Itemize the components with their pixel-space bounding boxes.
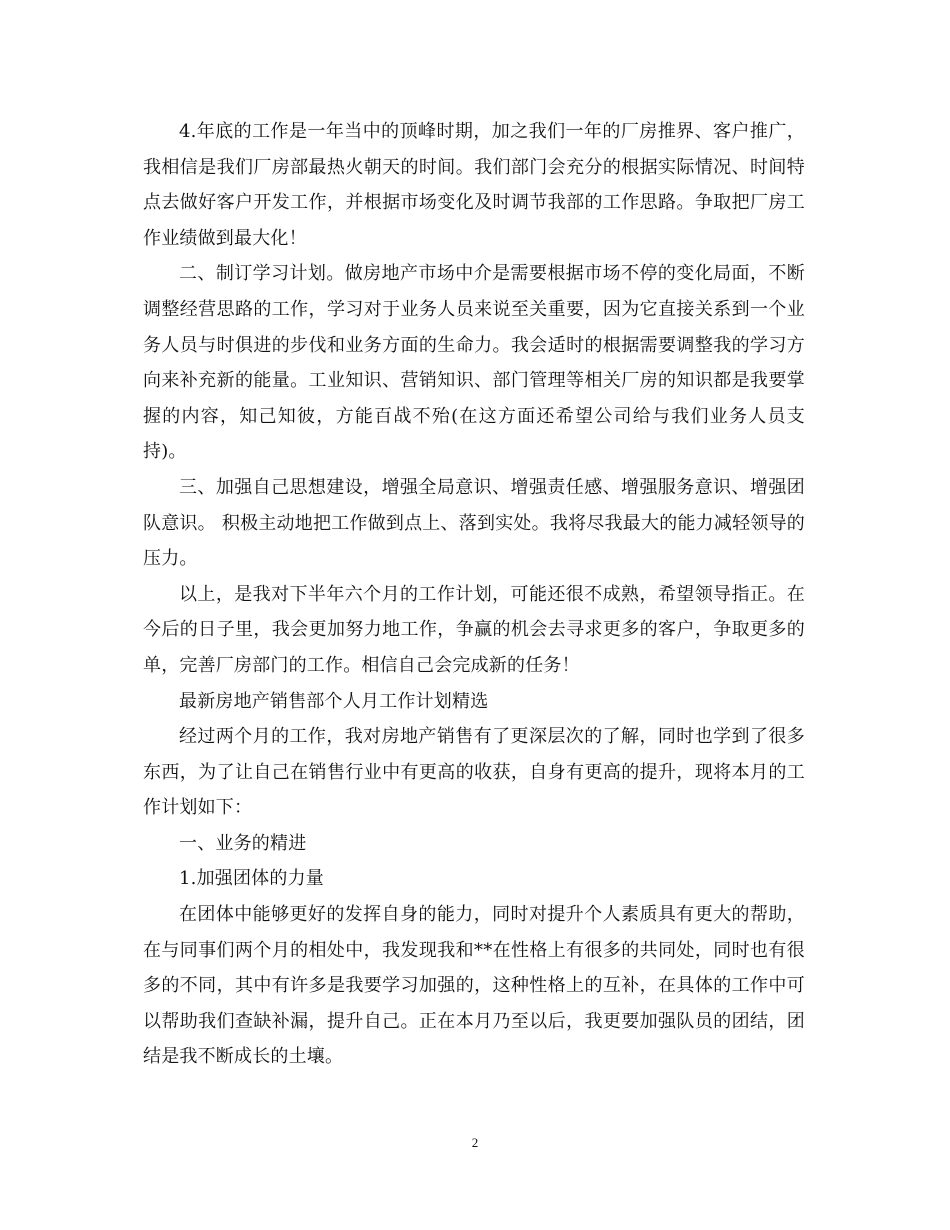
paragraph-conclusion: 以上，是我对下半年六个月的工作计划，可能还很不成熟，希望领导指正。在今后的日子里，我会更加努力地工作，争赢的机会去寻求更多的客户，争取更多的单，完善厂房部门的工作。相信自己会完成新的任务！ (143, 583, 805, 676)
paragraph-year-end-work: 4.年底的工作是一年当中的顶峰时期，加之我们一年的厂房推界、客户推广，我相信是我们厂房部最热火朝天的时间。我们部门会充分的根据实际情况、时间特点去做好客户开发工作，并根据市场变化及时调节我部的工作思路。争取把厂房工作业绩做到最大化！ (143, 121, 805, 249)
paragraph-study-plan: 二、制订学习计划。做房地产市场中介是需要根据市场不停的变化局面，不断调整经营思路的工作，学习对于业务人员来说至关重要，因为它直接关系到一个业务人员与时俱进的步伐和业务方面的生命力。我会适时的根据需要调整我的学习方向来补充新的能量。工业知识、营销知识、部门管理等相关厂房的知识都是我要掌握的内容，知己知彼，方能百战不殆(在这方面还希望公司给与我们业务人员支持)。 (143, 263, 805, 463)
paragraph-team-work: 在团体中能够更好的发挥自身的能力，同时对提升个人素质具有更大的帮助，在与同事们两个月的相处中，我发现我和**在性格上有很多的共同处，同时也有很多的不同，其中有许多是我要学习加强的，这种性格上的互补，在具体的工作中可以帮助我们查缺补漏，提升自己。正在本月乃至以后，我更要加强队员的团结，团结是我不断成长的土壤。 (143, 904, 805, 1068)
section-title: 最新房地产销售部个人月工作计划精选 (179, 690, 489, 712)
page-number: 2 (471, 1135, 479, 1150)
paragraph-intro: 经过两个月的工作，我对房地产销售有了更深层次的了解，同时也学到了很多东西，为了让自己在销售行业中有更高的收获，自身有更高的提升，现将本月的工作计划如下： (143, 726, 805, 819)
heading-team-strength: 1.加强团体的力量 (179, 868, 324, 890)
heading-business-improvement: 一、业务的精进 (179, 832, 307, 854)
document-body (143, 114, 805, 1075)
paragraph-ideology-building: 三、加强自己思想建设，增强全局意识、增强责任感、增强服务意识、增强团队意识。 积极主动地把工作做到点上、落到实处。我将尽我最大的能力减轻领导的压力。 (143, 476, 805, 570)
